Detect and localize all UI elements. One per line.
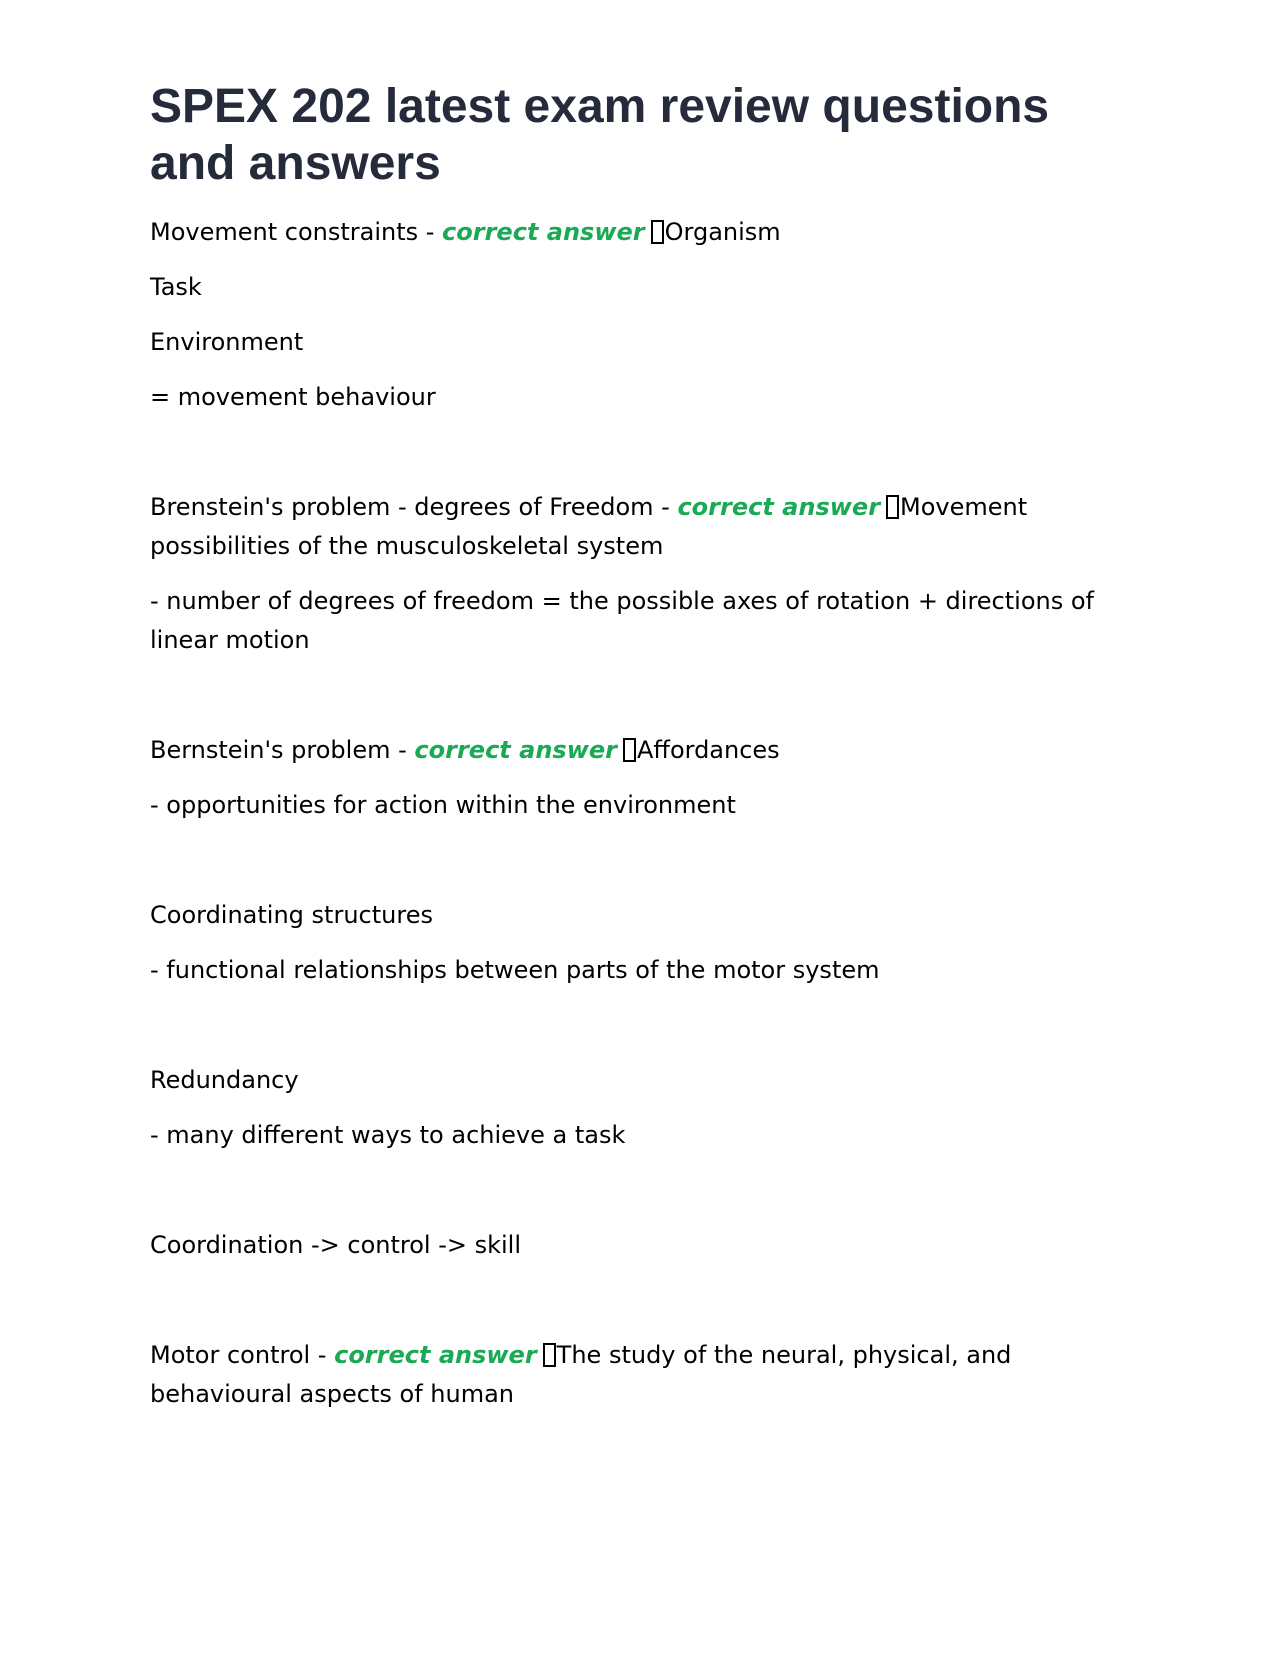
document-body: [150, 213, 1110, 1414]
text-line: - opportunities for action within the environment: [150, 791, 736, 819]
term-separator: -: [418, 218, 443, 246]
section-gap: [150, 1006, 1110, 1061]
missing-glyph-icon: [543, 1343, 556, 1367]
question-term: Brenstein's problem - degrees of Freedom: [150, 493, 654, 521]
section-gap: [150, 676, 1110, 731]
term-separator: -: [653, 493, 678, 521]
text-line: Task: [150, 273, 202, 301]
section-gap: [150, 1171, 1110, 1226]
answer-text: The study of the neural, physical, and behavioural aspects of human: [150, 1341, 1020, 1408]
text-line: Coordination -> control -> skill: [150, 1231, 522, 1259]
correct-answer-label: correct answer: [677, 493, 881, 521]
correct-answer-label: correct answer: [442, 218, 645, 246]
text-line: Coordinating structures: [150, 901, 433, 929]
question-term: Bernstein's problem: [150, 736, 391, 764]
section-gap: [150, 1281, 1110, 1336]
section-gap: [150, 841, 1110, 896]
answer-text: Organism: [664, 218, 781, 246]
missing-glyph-icon: [886, 495, 899, 519]
text-line: - number of degrees of freedom = the possible axes of rotation + directions of linear motion: [150, 587, 1102, 654]
correct-answer-label: correct answer: [334, 1341, 537, 1369]
text-line: Environment: [150, 328, 304, 356]
document-page: [150, 78, 1110, 1430]
text-line: - functional relationships between parts of the motor system: [150, 956, 880, 984]
answer-text: Movement possibilities of the musculoskeletal system: [150, 493, 1035, 560]
missing-glyph-icon: [651, 220, 664, 244]
text-line: = movement behaviour: [150, 383, 436, 411]
text-line: Redundancy: [150, 1066, 299, 1094]
qa-item: [150, 213, 1110, 252]
qa-item: [150, 1336, 1110, 1414]
text-line: - many different ways to achieve a task: [150, 1121, 626, 1149]
qa-item: [150, 488, 1110, 566]
section-gap: [150, 433, 1110, 488]
answer-text: Affordances: [636, 736, 780, 764]
term-separator: -: [310, 1341, 335, 1369]
question-term: Movement constraints: [150, 218, 419, 246]
term-separator: -: [390, 736, 415, 764]
question-term: Motor control: [150, 1341, 311, 1369]
missing-glyph-icon: [623, 738, 636, 762]
qa-item: [150, 731, 1110, 770]
correct-answer-label: correct answer: [414, 736, 617, 764]
document-title: SPEX 202 latest exam review questions and answers: [150, 80, 1050, 190]
